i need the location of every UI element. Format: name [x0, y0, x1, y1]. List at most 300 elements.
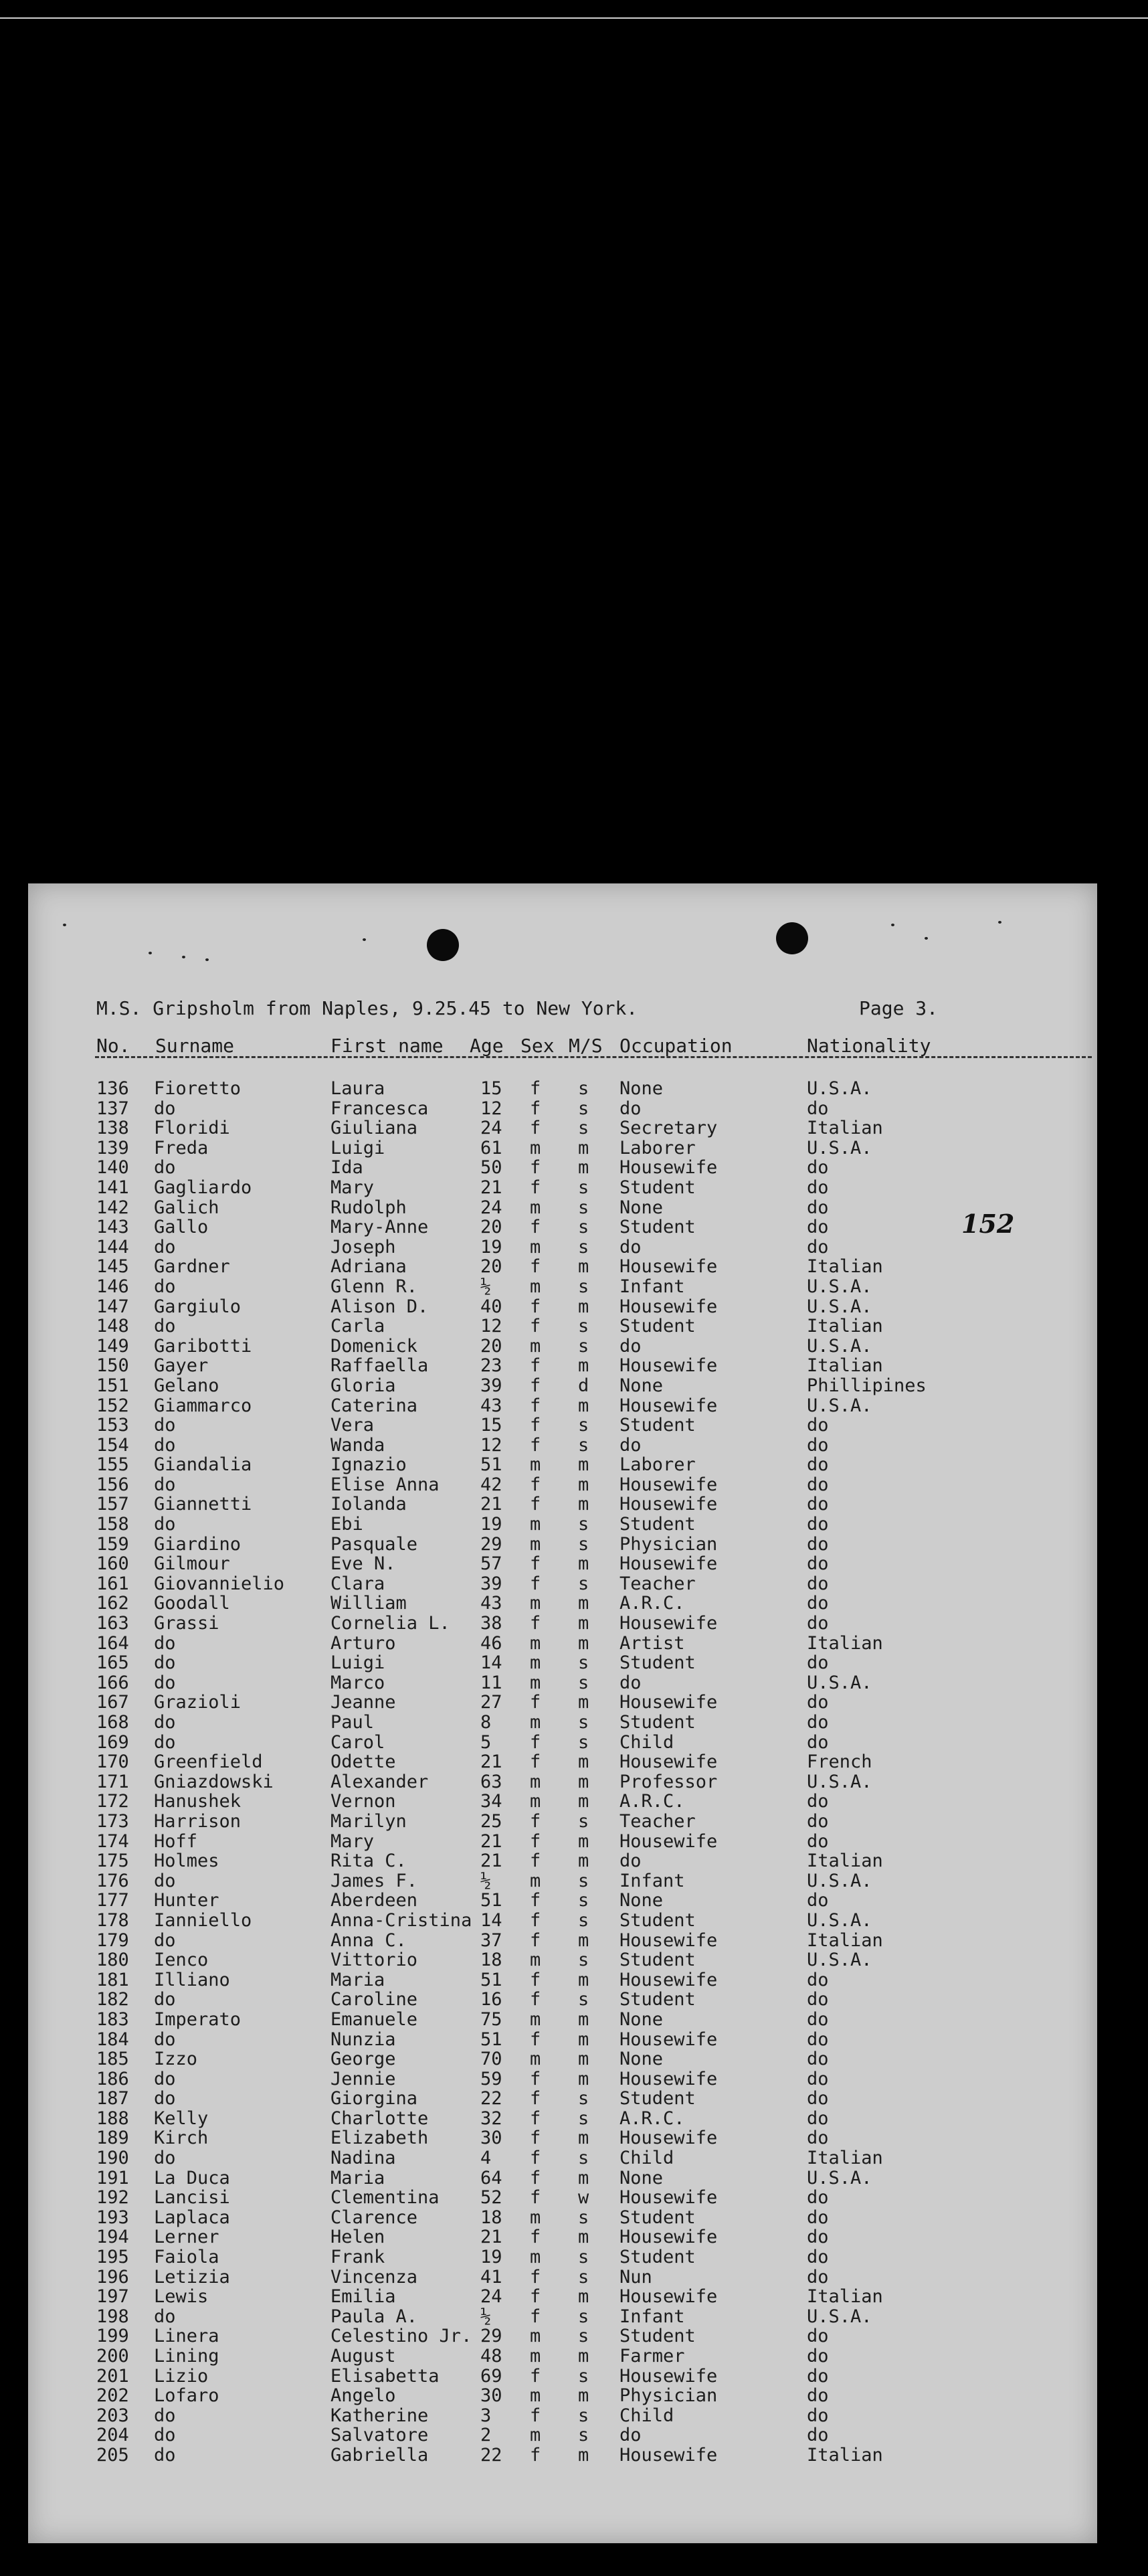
- table-row: [28, 2367, 1097, 2387]
- passenger-age: 4: [480, 2148, 492, 2169]
- passenger-nationality: U.S.A.: [807, 1395, 872, 1416]
- passenger-marital-status: s: [578, 2365, 589, 2387]
- passenger-age: 29: [480, 1533, 502, 1555]
- passenger-surname: Harrison: [154, 1810, 242, 1832]
- passenger-occupation: Child: [619, 2148, 674, 2169]
- table-row: [28, 1990, 1097, 2010]
- passenger-marital-status: s: [578, 2108, 589, 2129]
- passenger-occupation: Student: [619, 2207, 696, 2228]
- passenger-surname: do: [154, 2405, 176, 2426]
- passenger-first-name: Giorgina: [330, 2088, 418, 2110]
- passenger-first-name: Iolanda: [330, 1494, 407, 1515]
- passenger-marital-status: m: [578, 1395, 589, 1416]
- passenger-nationality: do: [807, 2326, 829, 2347]
- passenger-number: 194: [96, 2227, 129, 2248]
- passenger-sex: f: [530, 2148, 541, 2169]
- passenger-number: 140: [96, 1157, 129, 1179]
- passenger-occupation: Student: [619, 1217, 696, 1238]
- passenger-sex: f: [530, 1751, 541, 1773]
- table-row: [28, 2089, 1097, 2109]
- passenger-occupation: None: [619, 1375, 664, 1396]
- table-row: [28, 1356, 1097, 1376]
- table-row: [28, 1178, 1097, 1198]
- passenger-age: 29: [480, 2326, 502, 2347]
- passenger-occupation: None: [619, 2008, 664, 2030]
- passenger-age: 5: [480, 1731, 492, 1753]
- passenger-marital-status: m: [578, 1632, 589, 1654]
- passenger-marital-status: m: [578, 2286, 589, 2308]
- table-row: [28, 2188, 1097, 2208]
- passenger-nationality: U.S.A.: [807, 1137, 872, 1158]
- passenger-number: 181: [96, 1969, 129, 1990]
- passenger-age: 75: [480, 2008, 502, 2030]
- passenger-surname: Izzo: [154, 2049, 198, 2070]
- passenger-number: 202: [96, 2385, 129, 2407]
- passenger-age: 51: [480, 1454, 502, 1476]
- passenger-number: 157: [96, 1494, 129, 1515]
- passenger-sex: f: [530, 1375, 541, 1396]
- passenger-sex: m: [530, 1276, 541, 1297]
- passenger-sex: m: [530, 2346, 541, 2367]
- passenger-first-name: Rudolph: [330, 1197, 407, 1218]
- passenger-marital-status: m: [578, 1613, 589, 1634]
- table-row: [28, 1337, 1097, 1357]
- passenger-first-name: Angelo: [330, 2385, 396, 2407]
- passenger-nationality: Italian: [807, 2444, 883, 2466]
- col-header-sex: Sex: [520, 1035, 555, 1057]
- passenger-age: 39: [480, 1375, 502, 1396]
- passenger-nationality: do: [807, 1494, 829, 1515]
- passenger-number: 150: [96, 1355, 129, 1377]
- passenger-age: 51: [480, 1969, 502, 1990]
- passenger-marital-status: s: [578, 2088, 589, 2110]
- col-header-ms: M/S: [569, 1035, 603, 1057]
- passenger-number: 175: [96, 1851, 129, 1872]
- passenger-age: 20: [480, 1335, 502, 1357]
- passenger-number: 154: [96, 1434, 129, 1456]
- table-row: [28, 1931, 1097, 1951]
- passenger-first-name: Katherine: [330, 2405, 429, 2426]
- passenger-nationality: U.S.A.: [807, 1909, 872, 1931]
- passenger-occupation: Nun: [619, 2266, 652, 2288]
- passenger-nationality: do: [807, 2068, 829, 2089]
- passenger-marital-status: m: [578, 1593, 589, 1614]
- passenger-occupation: Student: [619, 1177, 696, 1198]
- passenger-first-name: Gabriella: [330, 2444, 429, 2466]
- passenger-number: 142: [96, 1197, 129, 1218]
- passenger-number: 174: [96, 1830, 129, 1852]
- table-row: [28, 2326, 1097, 2346]
- passenger-age: 25: [480, 1810, 502, 1832]
- passenger-marital-status: m: [578, 1791, 589, 1812]
- passenger-number: 171: [96, 1771, 129, 1792]
- passenger-first-name: Paula A.: [330, 2306, 418, 2327]
- passenger-nationality: do: [807, 2049, 829, 2070]
- passenger-age: 14: [480, 1652, 502, 1674]
- table-row: [28, 1554, 1097, 1574]
- passenger-sex: m: [530, 1137, 541, 1158]
- passenger-nationality: U.S.A.: [807, 1870, 872, 1891]
- passenger-first-name: Nadina: [330, 2148, 396, 2169]
- passenger-age: 19: [480, 1514, 502, 1535]
- passenger-occupation: Student: [619, 1652, 696, 1674]
- passenger-occupation: Housewife: [619, 1256, 718, 1278]
- passenger-first-name: Clarence: [330, 2207, 418, 2228]
- passenger-sex: m: [530, 2247, 541, 2268]
- passenger-nationality: do: [807, 1692, 829, 1713]
- passenger-occupation: Laborer: [619, 1454, 696, 1476]
- passenger-age: 24: [480, 1197, 502, 1218]
- passenger-number: 144: [96, 1236, 129, 1258]
- passenger-first-name: Vernon: [330, 1791, 396, 1812]
- passenger-marital-status: s: [578, 1890, 589, 1911]
- passenger-number: 163: [96, 1613, 129, 1634]
- table-row: [28, 2346, 1097, 2367]
- passenger-first-name: Arturo: [330, 1632, 396, 1654]
- passenger-marital-status: s: [578, 2306, 589, 2327]
- passenger-surname: Giandalia: [154, 1454, 252, 1476]
- passenger-marital-status: m: [578, 2029, 589, 2050]
- passenger-number: 153: [96, 1415, 129, 1436]
- table-row: [28, 1653, 1097, 1673]
- passenger-marital-status: s: [578, 1533, 589, 1555]
- passenger-first-name: Giuliana: [330, 1118, 418, 1139]
- passenger-marital-status: m: [578, 1137, 589, 1158]
- passenger-marital-status: s: [578, 1335, 589, 1357]
- passenger-occupation: None: [619, 1890, 664, 1911]
- passenger-marital-status: s: [578, 1731, 589, 1753]
- passenger-sex: f: [530, 1830, 541, 1852]
- passenger-first-name: Rita C.: [330, 1851, 407, 1872]
- passenger-marital-status: s: [578, 1078, 589, 1099]
- table-row: [28, 2049, 1097, 2069]
- passenger-nationality: do: [807, 2385, 829, 2407]
- passenger-first-name: Clara: [330, 1573, 385, 1594]
- passenger-occupation: Artist: [619, 1632, 685, 1654]
- passenger-nationality: do: [807, 2405, 829, 2426]
- passenger-marital-status: s: [578, 1118, 589, 1139]
- passenger-surname: do: [154, 1415, 176, 1436]
- passenger-first-name: Adriana: [330, 1256, 407, 1278]
- passenger-sex: m: [530, 1197, 541, 1218]
- passenger-first-name: Ida: [330, 1157, 363, 1179]
- passenger-nationality: do: [807, 1969, 829, 1990]
- passenger-occupation: Physician: [619, 2385, 718, 2407]
- passenger-surname: do: [154, 1989, 176, 2010]
- passenger-marital-status: m: [578, 1256, 589, 1278]
- passenger-occupation: Student: [619, 1712, 696, 1733]
- table-row: [28, 1733, 1097, 1753]
- passenger-sex: f: [530, 1078, 541, 1099]
- passenger-surname: Lofaro: [154, 2385, 219, 2407]
- passenger-number: 182: [96, 1989, 129, 2010]
- passenger-nationality: Italian: [807, 1851, 883, 1872]
- passenger-age: 70: [480, 2049, 502, 2070]
- passenger-nationality: U.S.A.: [807, 1771, 872, 1792]
- passenger-nationality: French: [807, 1751, 872, 1773]
- passenger-age: 12: [480, 1316, 502, 1337]
- passenger-occupation: do: [619, 1098, 642, 1119]
- passenger-surname: do: [154, 1276, 176, 1297]
- passenger-nationality: do: [807, 2227, 829, 2248]
- passenger-number: 198: [96, 2306, 129, 2327]
- passenger-surname: do: [154, 1870, 176, 1891]
- passenger-surname: do: [154, 1652, 176, 1674]
- passenger-first-name: Maria: [330, 1969, 385, 1990]
- passenger-marital-status: s: [578, 1652, 589, 1674]
- passenger-sex: f: [530, 1474, 541, 1495]
- passenger-sex: f: [530, 2108, 541, 2129]
- passenger-number: 158: [96, 1514, 129, 1535]
- passenger-occupation: Housewife: [619, 2365, 718, 2387]
- passenger-nationality: do: [807, 2247, 829, 2268]
- passenger-occupation: Child: [619, 1731, 674, 1753]
- passenger-marital-status: m: [578, 1771, 589, 1792]
- table-row: [28, 2445, 1097, 2466]
- passenger-marital-status: m: [578, 2227, 589, 2248]
- passenger-nationality: U.S.A.: [807, 2167, 872, 2188]
- passenger-age: 43: [480, 1395, 502, 1416]
- table-row: [28, 2128, 1097, 2148]
- passenger-occupation: do: [619, 1434, 642, 1456]
- passenger-age: ½: [480, 1276, 492, 1297]
- passenger-surname: Hanushek: [154, 1791, 242, 1812]
- passenger-nationality: do: [807, 1810, 829, 1832]
- passenger-marital-status: m: [578, 1474, 589, 1495]
- passenger-age: 51: [480, 2029, 502, 2050]
- passenger-number: 149: [96, 1335, 129, 1357]
- passenger-surname: Kirch: [154, 2128, 209, 2149]
- passenger-surname: Lizio: [154, 2365, 209, 2387]
- passenger-number: 180: [96, 1950, 129, 1971]
- passenger-nationality: U.S.A.: [807, 1950, 872, 1971]
- passenger-nationality: do: [807, 2187, 829, 2209]
- passenger-surname: do: [154, 2148, 176, 2169]
- passenger-nationality: do: [807, 2029, 829, 2050]
- passenger-surname: Galich: [154, 1197, 219, 1218]
- passenger-sex: f: [530, 1494, 541, 1515]
- table-row: [28, 1634, 1097, 1654]
- passenger-nationality: do: [807, 2088, 829, 2110]
- passenger-sex: f: [530, 2029, 541, 2050]
- col-header-occupation: Occupation: [619, 1035, 733, 1057]
- table-row: [28, 2148, 1097, 2168]
- passenger-age: 2: [480, 2425, 492, 2446]
- col-header-age: Age: [470, 1035, 504, 1057]
- passenger-age: 12: [480, 1434, 502, 1456]
- passenger-age: 3: [480, 2405, 492, 2426]
- passenger-number: 167: [96, 1692, 129, 1713]
- passenger-first-name: Paul: [330, 1712, 375, 1733]
- passenger-surname: do: [154, 1157, 176, 1179]
- passenger-marital-status: s: [578, 2405, 589, 2426]
- passenger-age: 11: [480, 1672, 502, 1693]
- passenger-first-name: Elise Anna: [330, 1474, 440, 1495]
- passenger-occupation: Professor: [619, 1771, 718, 1792]
- passenger-nationality: U.S.A.: [807, 1672, 872, 1693]
- passenger-marital-status: s: [578, 1217, 589, 1238]
- passenger-occupation: None: [619, 1197, 664, 1218]
- speck: [363, 938, 366, 941]
- passenger-first-name: Ebi: [330, 1514, 363, 1535]
- passenger-sex: f: [530, 2444, 541, 2466]
- passenger-first-name: Aberdeen: [330, 1890, 418, 1911]
- passenger-number: 189: [96, 2128, 129, 2149]
- table-row: [28, 1079, 1097, 1099]
- passenger-sex: m: [530, 1712, 541, 1733]
- passenger-nationality: do: [807, 1593, 829, 1614]
- passenger-marital-status: s: [578, 1810, 589, 1832]
- passenger-age: 30: [480, 2128, 502, 2149]
- passenger-sex: m: [530, 1454, 541, 1476]
- passenger-surname: do: [154, 1474, 176, 1495]
- table-row: [28, 1436, 1097, 1456]
- passenger-occupation: Infant: [619, 1276, 685, 1297]
- passenger-occupation: Housewife: [619, 2227, 718, 2248]
- passenger-first-name: Caterina: [330, 1395, 418, 1416]
- passenger-nationality: do: [807, 1474, 829, 1495]
- passenger-sex: f: [530, 1553, 541, 1575]
- passenger-number: 204: [96, 2425, 129, 2446]
- passenger-age: 30: [480, 2385, 502, 2407]
- passenger-first-name: Mary: [330, 1177, 375, 1198]
- passenger-first-name: Carol: [330, 1731, 385, 1753]
- passenger-surname: Giannetti: [154, 1494, 252, 1515]
- passenger-age: 21: [480, 2227, 502, 2248]
- passenger-sex: f: [530, 1217, 541, 1238]
- passenger-age: 57: [480, 1553, 502, 1575]
- passenger-occupation: Laborer: [619, 1137, 696, 1158]
- table-row: [28, 2425, 1097, 2445]
- passenger-sex: m: [530, 2049, 541, 2070]
- punch-hole: [776, 922, 808, 954]
- passenger-sex: m: [530, 1771, 541, 1792]
- passenger-first-name: Francesca: [330, 1098, 429, 1119]
- passenger-number: 177: [96, 1890, 129, 1911]
- passenger-nationality: do: [807, 2425, 829, 2446]
- passenger-marital-status: s: [578, 2207, 589, 2228]
- passenger-number: 191: [96, 2167, 129, 2188]
- passenger-number: 165: [96, 1652, 129, 1674]
- passenger-occupation: A.R.C.: [619, 1593, 685, 1614]
- passenger-sex: f: [530, 2286, 541, 2308]
- passenger-first-name: Luigi: [330, 1137, 385, 1158]
- passenger-occupation: None: [619, 2049, 664, 2070]
- page-stamp-number: 152: [961, 1209, 1015, 1239]
- passenger-sex: f: [530, 1613, 541, 1634]
- passenger-marital-status: m: [578, 1296, 589, 1317]
- passenger-sex: m: [530, 2425, 541, 2446]
- passenger-sex: f: [530, 1157, 541, 1179]
- passenger-occupation: A.R.C.: [619, 1791, 685, 1812]
- passenger-surname: do: [154, 1098, 176, 1119]
- passenger-sex: f: [530, 2306, 541, 2327]
- passenger-age: 59: [480, 2068, 502, 2089]
- passenger-number: 146: [96, 1276, 129, 1297]
- passenger-number: 161: [96, 1573, 129, 1594]
- passenger-nationality: do: [807, 1989, 829, 2010]
- passenger-surname: Holmes: [154, 1851, 219, 1872]
- table-row: [28, 1713, 1097, 1733]
- table-row: [28, 1772, 1097, 1792]
- passenger-number: 147: [96, 1296, 129, 1317]
- passenger-first-name: Nunzia: [330, 2029, 396, 2050]
- passenger-surname: do: [154, 1514, 176, 1535]
- passenger-surname: do: [154, 1632, 176, 1654]
- passenger-marital-status: s: [578, 1197, 589, 1218]
- passenger-sex: f: [530, 2088, 541, 2110]
- table-row: [28, 1673, 1097, 1693]
- passenger-number: 155: [96, 1454, 129, 1476]
- passenger-age: 37: [480, 1929, 502, 1951]
- passenger-sex: f: [530, 1969, 541, 1990]
- passenger-first-name: Marilyn: [330, 1810, 407, 1832]
- passenger-number: 141: [96, 1177, 129, 1198]
- passenger-occupation: do: [619, 1851, 642, 1872]
- passenger-first-name: Alexander: [330, 1771, 429, 1792]
- passenger-sex: m: [530, 2326, 541, 2347]
- passenger-marital-status: s: [578, 1950, 589, 1971]
- passenger-surname: Grazioli: [154, 1692, 242, 1713]
- passenger-nationality: do: [807, 2266, 829, 2288]
- passenger-first-name: Marco: [330, 1672, 385, 1693]
- passenger-sex: f: [530, 1118, 541, 1139]
- passenger-number: 184: [96, 2029, 129, 2050]
- table-row: [28, 1832, 1097, 1852]
- passenger-marital-status: s: [578, 1712, 589, 1733]
- passenger-first-name: William: [330, 1593, 407, 1614]
- passenger-age: 40: [480, 1296, 502, 1317]
- passenger-age: 51: [480, 1890, 502, 1911]
- passenger-first-name: Alison D.: [330, 1296, 429, 1317]
- passenger-age: 39: [480, 1573, 502, 1594]
- passenger-number: 172: [96, 1791, 129, 1812]
- passenger-number: 138: [96, 1118, 129, 1139]
- table-row: [28, 1752, 1097, 1772]
- passenger-surname: Giovannielio: [154, 1573, 285, 1594]
- passenger-occupation: Housewife: [619, 1355, 718, 1377]
- passenger-marital-status: m: [578, 1355, 589, 1377]
- passenger-occupation: do: [619, 1236, 642, 1258]
- passenger-surname: Lancisi: [154, 2187, 230, 2209]
- passenger-age: 21: [480, 1751, 502, 1773]
- passenger-nationality: Italian: [807, 1118, 883, 1139]
- passenger-occupation: Student: [619, 2326, 696, 2347]
- passenger-first-name: Anna C.: [330, 1929, 407, 1951]
- passenger-marital-status: m: [578, 1969, 589, 1990]
- passenger-age: 63: [480, 1771, 502, 1792]
- passenger-surname: Freda: [154, 1137, 209, 1158]
- passenger-first-name: Elizabeth: [330, 2128, 429, 2149]
- passenger-first-name: Pasquale: [330, 1533, 418, 1555]
- passenger-nationality: Italian: [807, 1355, 883, 1377]
- table-row: [28, 1455, 1097, 1475]
- passenger-nationality: Italian: [807, 1256, 883, 1278]
- table-row: [28, 1970, 1097, 1990]
- passenger-first-name: Wanda: [330, 1434, 385, 1456]
- passenger-first-name: Glenn R.: [330, 1276, 418, 1297]
- passenger-sex: f: [530, 1890, 541, 1911]
- passenger-age: 14: [480, 1909, 502, 1931]
- passenger-number: 143: [96, 1217, 129, 1238]
- table-row: [28, 1198, 1097, 1218]
- passenger-first-name: Joseph: [330, 1236, 396, 1258]
- passenger-surname: Hunter: [154, 1890, 219, 1911]
- passenger-nationality: do: [807, 2008, 829, 2030]
- passenger-occupation: A.R.C.: [619, 2108, 685, 2129]
- passenger-first-name: Charlotte: [330, 2108, 429, 2129]
- table-row: [28, 1415, 1097, 1436]
